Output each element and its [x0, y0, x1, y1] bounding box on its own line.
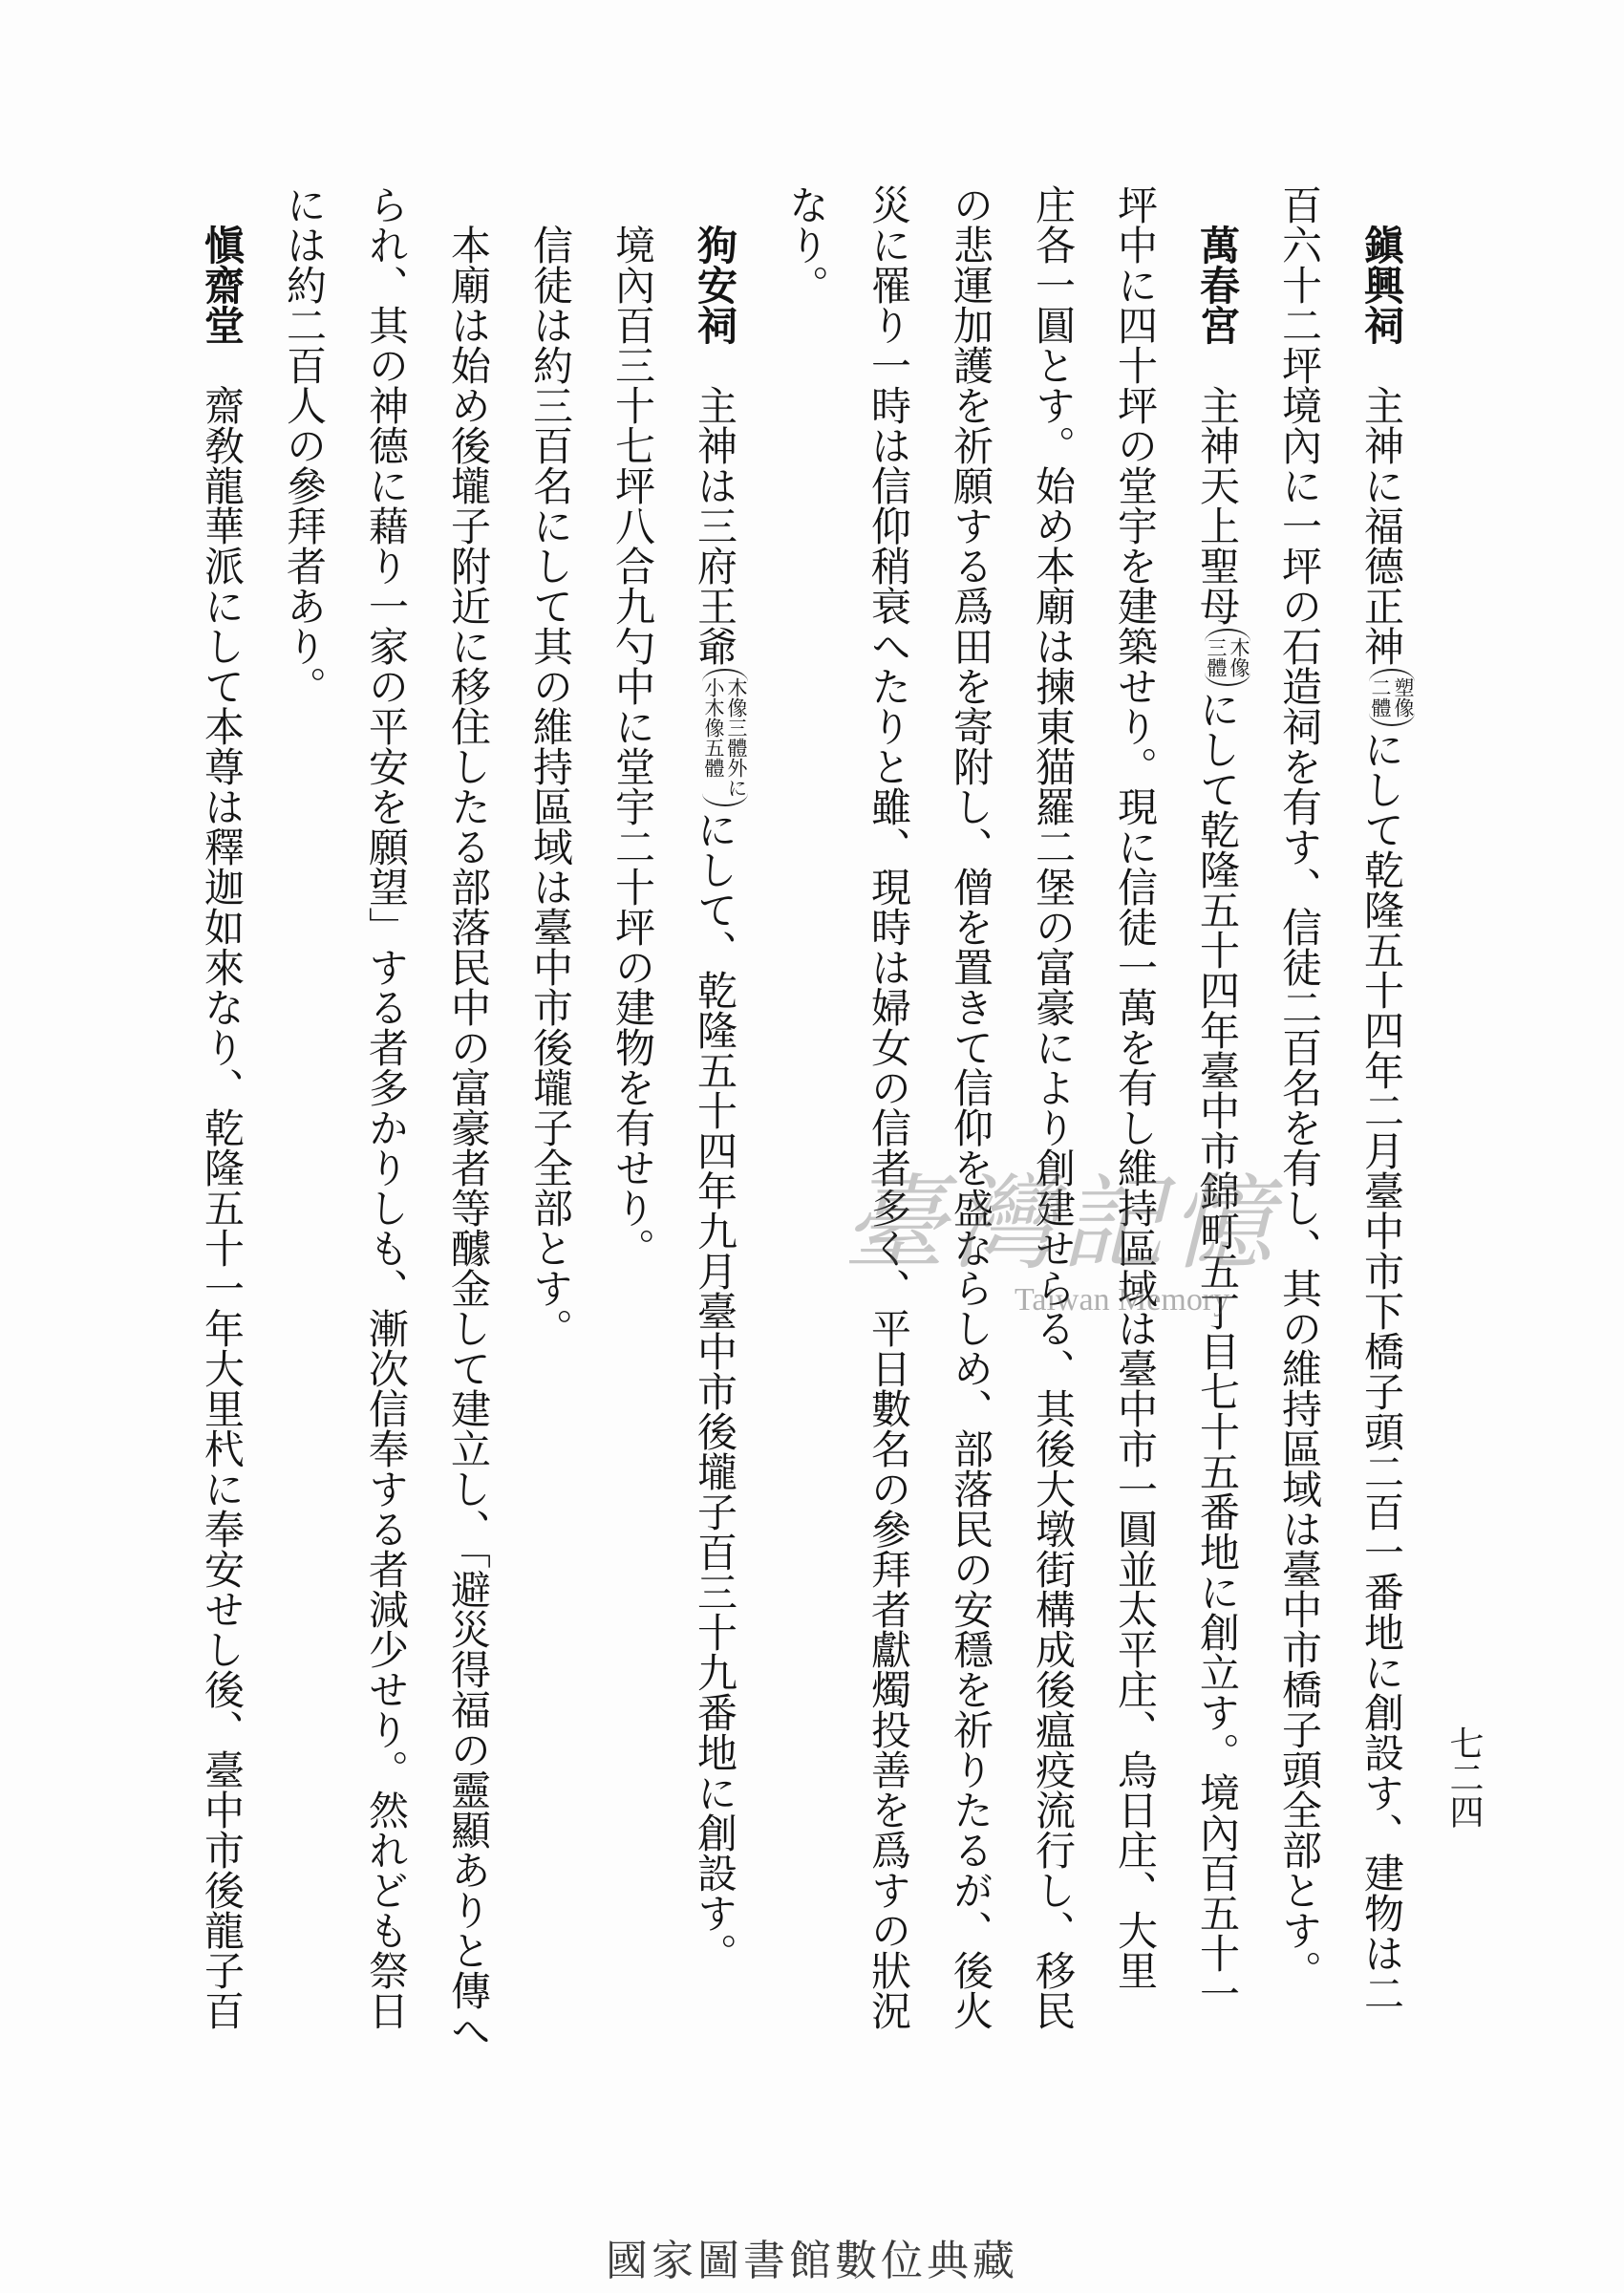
annotation-line: 三體: [1205, 637, 1228, 677]
annotation-line: 小木像五體: [702, 677, 725, 778]
text-column: [509, 184, 591, 2153]
column-text: 信徒は約三百名にして其の維持區域は臺中市後壠子全部とす。: [527, 225, 574, 1348]
column-text: 本廟は始め後壠子附近に移住したる部落民中の富豪者等醵金して建立し、「避災得福の靈顯ありと傳へ: [445, 225, 492, 2050]
text-column: [345, 184, 427, 2153]
text-column: [673, 184, 756, 2153]
column-text: 庄各一圓とす。始め本廟は揀東猫羅二堡の富豪により創建せらる、其後大墩街構成後瘟疫流行し、移民: [1030, 184, 1077, 2030]
column-text: にして乾隆五十四年二月臺中市下橋子頭二百一番地に創設す、建物は二: [1358, 729, 1405, 2013]
inline-annotation: [1369, 669, 1415, 726]
annotation-line: 二體: [1369, 677, 1392, 718]
text-column: [591, 184, 673, 2153]
watermark: 臺灣記憶: [842, 1165, 1278, 1284]
page-number: 七二四: [1444, 1725, 1484, 1829]
column-text: にして乾隆五十四年臺中市錦町五丁目七十五番地に創立す。境內百五十一: [1194, 689, 1241, 2013]
entry-heading: 愼齋堂: [199, 225, 246, 345]
watermark-subtitle: Taiwan Memory: [1015, 1282, 1230, 1318]
column-text: 百六十二坪境內に一坪の石造祠を有す、信徒二百名を有し、其の維持區域は臺中市橋子頭全部とす。: [1276, 184, 1323, 1990]
column-text: られ、其の神德に藉り一家の平安を願望」する者多かりしも、漸次信奉する者減少せり。然れども祭日: [363, 184, 410, 2030]
text-column: [427, 184, 509, 2153]
entry-heading: 鎭興祠: [1358, 225, 1405, 345]
entry-heading: 狗安祠: [692, 225, 738, 345]
footer-credit: 國家圖書館數位典藏: [606, 2237, 1018, 2285]
annotation-line: 木像三體外に: [725, 677, 748, 798]
column-text: 災に罹り一時は信仰稍衰へたりと雖、現時は婦女の信者多く、平日數名の參拜者獻燭投善を爲すの狀況: [865, 184, 912, 2030]
text-column: [263, 184, 345, 2153]
column-text: の悲運加護を祈願する爲田を寄附し、僧を置きて信仰を盛ならしめ、部落民の安穩を祈りたるが、後火: [948, 184, 994, 2030]
text-column: [1340, 184, 1422, 2153]
column-text: 坪中に四十坪の堂宇を建築せり。現に信徒一萬を有し維持區域は臺中市一圓並太平庄、烏日庄、大里: [1112, 184, 1159, 1990]
entry-heading: 萬春宮: [1194, 225, 1241, 345]
annotation-line: 塑像: [1392, 677, 1415, 718]
column-text: には約二百人の參拜者あり。: [281, 184, 328, 706]
column-text: なり。: [783, 184, 830, 305]
column-text: 齋敎龍華派にして本尊は釋迦如來なり、乾隆五十一年大里杙に奉安せし後、臺中市後龍子百: [199, 385, 246, 2030]
column-text: 主神は三府王爺: [692, 385, 738, 666]
inline-annotation: [702, 669, 748, 806]
column-text: 主神に福德正神: [1358, 385, 1405, 666]
inline-annotation: [1205, 629, 1250, 686]
column-text: 境內百三十七坪八合九勺中に堂宇二十坪の建物を有せり。: [609, 225, 656, 1268]
annotation-line: 木像: [1228, 637, 1250, 677]
text-column: [181, 184, 263, 2153]
column-text: にして、乾隆五十四年九月臺中市後壠子百三十九番地に創設す。: [692, 809, 738, 1973]
column-text: 主神天上聖母: [1194, 385, 1241, 626]
